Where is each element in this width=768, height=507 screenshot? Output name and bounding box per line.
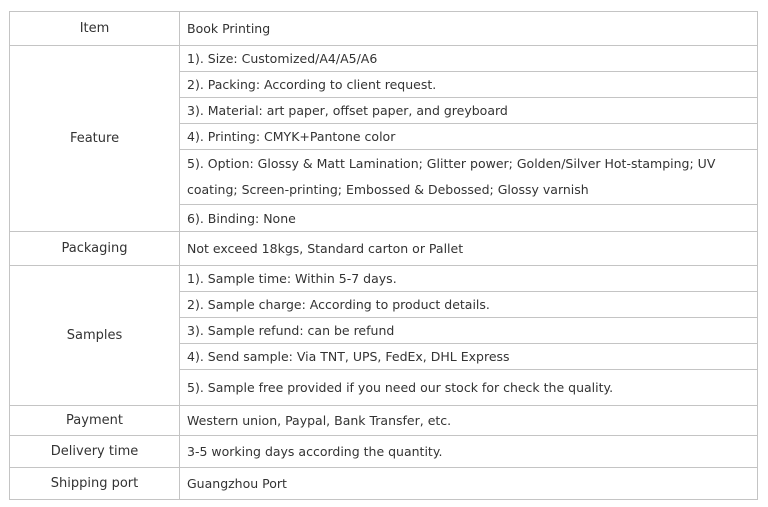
table-row xyxy=(10,436,758,468)
samples-value: 1). Sample time: Within 5-7 days. xyxy=(180,266,758,292)
packaging-value: Not exceed 18kgs, Standard carton or Pallet xyxy=(180,232,758,266)
feature-value: 6). Binding: None xyxy=(180,205,758,232)
table-row xyxy=(10,46,758,72)
table-row xyxy=(10,266,758,292)
table-row xyxy=(10,232,758,266)
payment-value: Western union, Paypal, Bank Transfer, etc. xyxy=(180,406,758,436)
table-row xyxy=(10,468,758,500)
feature-value: 3). Material: art paper, offset paper, and greyboard xyxy=(180,98,758,124)
product-spec-table xyxy=(9,11,758,500)
payment-label: Payment xyxy=(10,406,180,436)
packaging-label: Packaging xyxy=(10,232,180,266)
samples-value: 2). Sample charge: According to product details. xyxy=(180,292,758,318)
table-row xyxy=(10,406,758,436)
samples-label: Samples xyxy=(10,266,180,406)
samples-value: 5). Sample free provided if you need our stock for check the quality. xyxy=(180,370,758,406)
item-label: Item xyxy=(10,12,180,46)
shipping-value: Guangzhou Port xyxy=(180,468,758,500)
feature-value: 2). Packing: According to client request. xyxy=(180,72,758,98)
feature-value: 1). Size: Customized/A4/A5/A6 xyxy=(180,46,758,72)
samples-value: 4). Send sample: Via TNT, UPS, FedEx, DHL Express xyxy=(180,344,758,370)
shipping-label: Shipping port xyxy=(10,468,180,500)
feature-value: 4). Printing: CMYK+Pantone color xyxy=(180,124,758,150)
feature-value: 5). Option: Glossy & Matt Lamination; Glitter power; Golden/Silver Hot-stamping; UV coating; Screen-printing; Embossed & Debossed; Glossy varnish xyxy=(180,150,758,205)
table-row xyxy=(10,12,758,46)
feature-label: Feature xyxy=(10,46,180,232)
delivery-value: 3-5 working days according the quantity. xyxy=(180,436,758,468)
item-value: Book Printing xyxy=(180,12,758,46)
samples-value: 3). Sample refund: can be refund xyxy=(180,318,758,344)
delivery-label: Delivery time xyxy=(10,436,180,468)
